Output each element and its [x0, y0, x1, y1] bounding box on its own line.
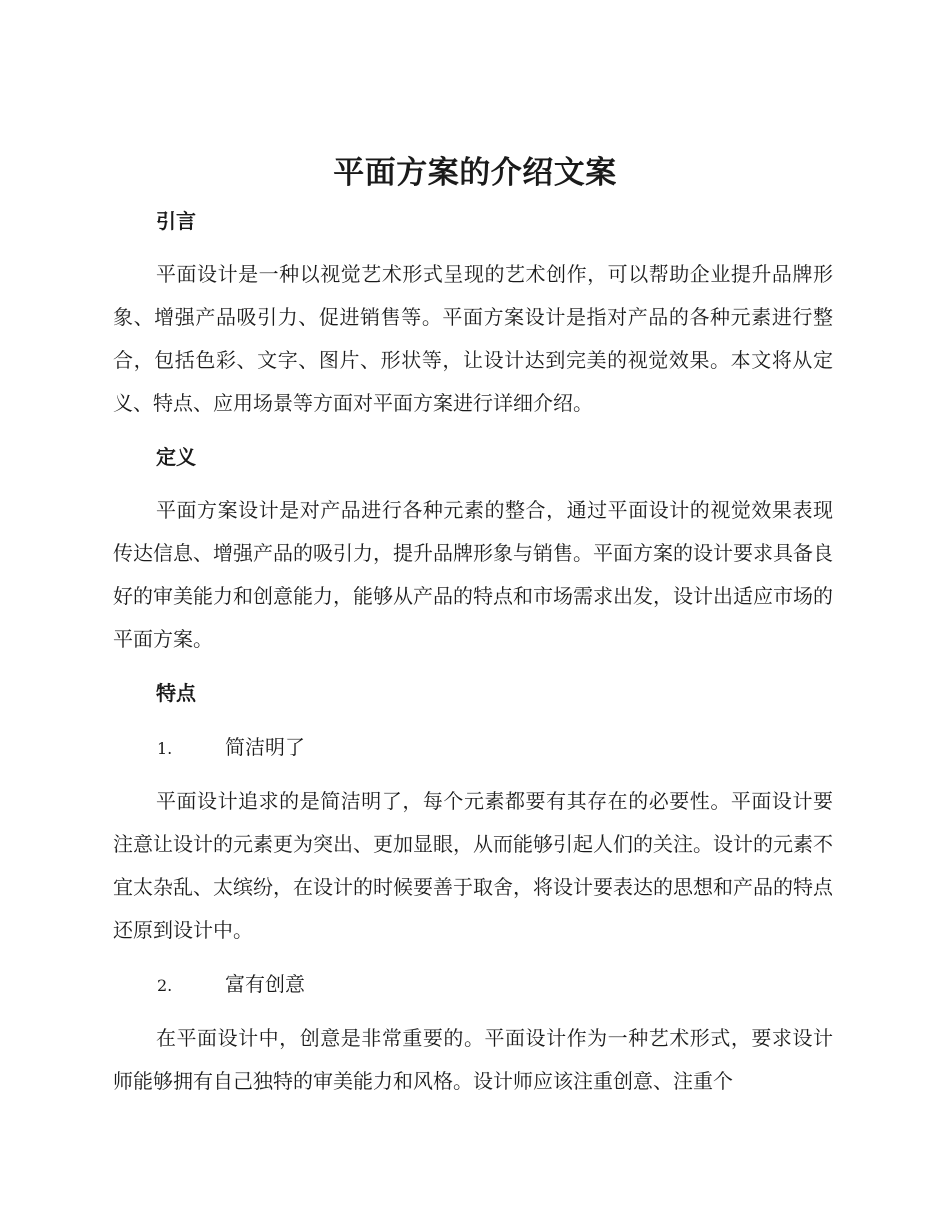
document-title: 平面方案的介绍文案: [333, 155, 617, 191]
paragraph-definition: 平面方案设计是对产品进行各种元素的整合，通过平面设计的视觉效果表现传达信息、增强产品的吸引力，提升品牌形象与销售。平面方案的设计要求具备良好的审美能力和创意能力，能够从产品的特点和市场需求出发，设计出适应市场的平面方案。: [113, 498, 833, 651]
list-item-label: 富有创意: [225, 972, 305, 996]
list-item-1: [157, 732, 305, 764]
paragraph-feature-1: 平面设计追求的是简洁明了，每个元素都要有其存在的必要性。平面设计要注意让设计的元素更为突出、更加显眼，从而能够引起人们的关注。设计的元素不宜太杂乱、太缤纷，在设计的时候要善于取舍，将设计要表达的思想和产品的特点还原到设计中。: [113, 789, 833, 942]
list-item-number: 1.: [157, 739, 173, 758]
list-item-label: 简洁明了: [225, 735, 305, 759]
section-heading-definition: 定义: [156, 445, 196, 469]
section-heading-features: 特点: [156, 681, 196, 705]
paragraph-feature-2: 在平面设计中，创意是非常重要的。平面设计作为一种艺术形式，要求设计师能够拥有自己独特的审美能力和风格。设计师应该注重创意、注重个: [113, 1026, 833, 1093]
list-item-2: [157, 969, 305, 1001]
list-item-number: 2.: [157, 976, 173, 995]
paragraph-intro: 平面设计是一种以视觉艺术形式呈现的艺术创作，可以帮助企业提升品牌形象、增强产品吸引力、促进销售等。平面方案设计是指对产品的各种元素进行整合，包括色彩、文字、图片、形状等，让设计达到完美的视觉效果。本文将从定义、特点、应用场景等方面对平面方案进行详细介绍。: [113, 262, 833, 415]
section-heading-intro: 引言: [156, 209, 196, 233]
